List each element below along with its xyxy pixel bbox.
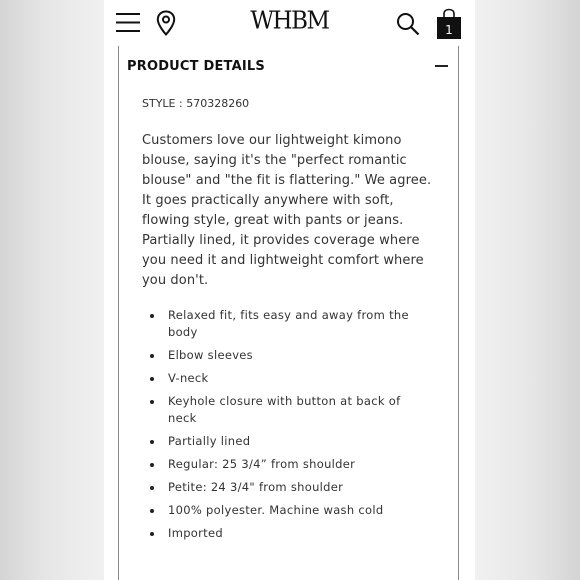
top-navigation-bar bbox=[104, 0, 475, 44]
list-item: Regular: 25 3/4” from shoulder bbox=[142, 456, 432, 473]
list-item: Imported bbox=[142, 525, 432, 542]
brand-logo[interactable]: WHBM bbox=[250, 7, 329, 35]
bullet-icon bbox=[150, 532, 154, 536]
feature-list bbox=[142, 307, 432, 548]
cart-count-badge: 1 bbox=[445, 23, 453, 37]
product-description: Customers love our lightweight kimono blouse, saying it's the "perfect romantic blouse" and "the fit is flattering." We agree. It goes practically anywhere with soft, flowing style, great with pants or jeans. Partially lined, it provides coverage where you need it and lightweight comfort where you don't. bbox=[142, 133, 432, 288]
bullet-icon bbox=[150, 440, 154, 444]
list-item: Keyhole closure with button at back of neck bbox=[142, 393, 432, 427]
collapse-minus-icon[interactable] bbox=[435, 65, 448, 67]
list-item: V-neck bbox=[142, 370, 432, 387]
bullet-icon bbox=[150, 354, 154, 358]
bullet-icon bbox=[150, 314, 154, 318]
style-number: STYLE : 570328260 bbox=[142, 97, 250, 110]
bullet-icon bbox=[150, 509, 154, 513]
shopping-bag-button[interactable] bbox=[436, 8, 462, 40]
list-item: Petite: 24 3/4" from shoulder bbox=[142, 479, 432, 496]
bullet-icon bbox=[150, 377, 154, 381]
product-details-heading[interactable]: PRODUCT DETAILS bbox=[127, 59, 265, 74]
list-item: Relaxed fit, fits easy and away from the body bbox=[142, 307, 432, 341]
list-item: Partially lined bbox=[142, 433, 432, 450]
phone-screen bbox=[104, 0, 475, 580]
bullet-icon bbox=[150, 486, 154, 490]
bullet-icon bbox=[150, 400, 154, 404]
search-icon[interactable] bbox=[396, 12, 420, 36]
list-item: Elbow sleeves bbox=[142, 347, 432, 364]
bullet-icon bbox=[150, 463, 154, 467]
list-item: 100% polyester. Machine wash cold bbox=[142, 502, 432, 519]
